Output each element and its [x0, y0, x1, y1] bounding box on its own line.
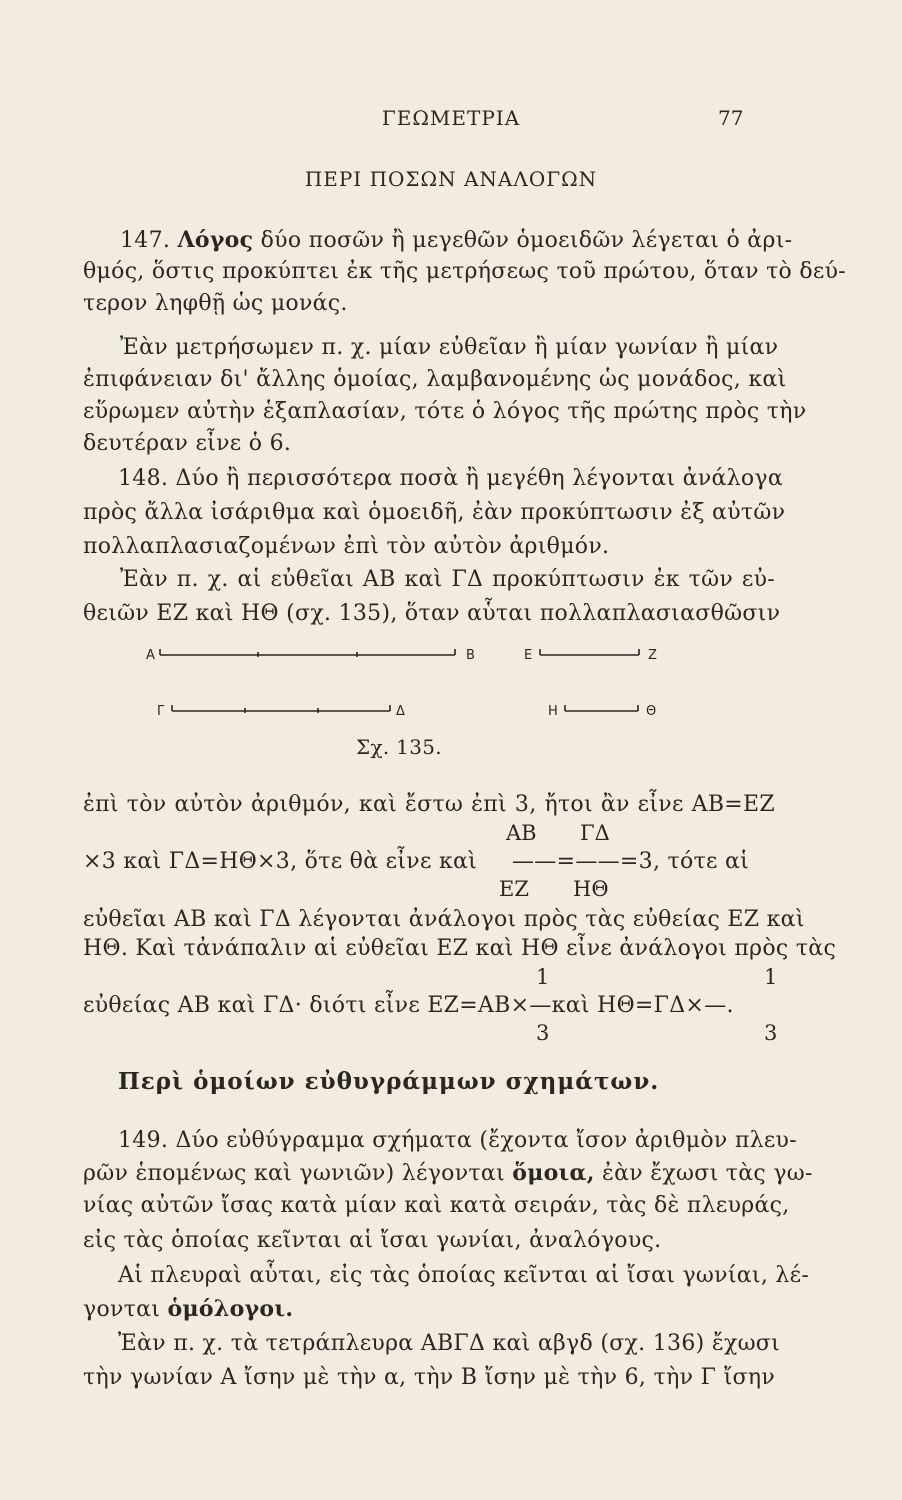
frac-top-gd: ΓΔ	[580, 821, 610, 845]
p149-line-1: 149. Δύο εὐθύγραμμα σχήματα (ἔχοντα ἴσον ἀριθμὸν πλευ-	[118, 1128, 797, 1153]
frac-three-2: 3	[764, 1021, 778, 1045]
page-number: 77	[718, 106, 744, 130]
p149-term-similar: ὅμοια,	[512, 1160, 595, 1186]
p147-line-1-rest: δύο ποσῶν ἢ μεγεθῶν ὁμοειδῶν λέγεται ὁ ἀρι-	[260, 228, 793, 253]
running-header-title: ΓΕΩΜΕΤΡΙΑ	[381, 106, 521, 130]
label-e: Ε	[524, 648, 533, 663]
p149-term-homologous: ὁμόλογοι.	[167, 1296, 294, 1322]
p147-number: 147.	[120, 228, 171, 253]
p148-line-5: θειῶν ΕΖ καὶ ΗΘ (σχ. 135), ὅταν αὗται πολλαπλασιασθῶσιν	[83, 601, 781, 626]
label-b: Β	[466, 648, 475, 663]
after-fig-line-4: ΗΘ. Καὶ τἀνάπαλιν αἱ εὐθεῖαι ΕΖ καὶ ΗΘ εἶνε ἀνάλογοι πρὸς τὰς	[83, 936, 837, 961]
p149-line-7: Ἐὰν π. χ. τὰ τετράπλευρα ΑΒΓΔ καὶ αβγδ (σχ. 136) ἔχωσι	[118, 1331, 781, 1356]
p147-line-3: τερον ληφθῇ ὡς μονάς.	[83, 291, 348, 316]
p149-line-2	[83, 1160, 813, 1187]
frac-bot-ez: ΕΖ	[499, 877, 529, 901]
label-g: Γ	[157, 704, 165, 719]
p149-line-6a: γονται	[83, 1297, 161, 1322]
after-fig-line-2a: ×3 καὶ ΓΔ=ΗΘ×3, ὅτε θὰ εἶνε καὶ	[83, 849, 478, 874]
p147-line-4: Ἐὰν μετρήσωμεν π. χ. μίαν εὐθεῖαν ἢ μίαν γωνίαν ἢ μίαν	[120, 335, 779, 360]
p149-line-5: Αἱ πλευραὶ αὗται, εἰς τὰς ὁποίας κεῖνται αἱ ἴσαι γωνίαι, λέ-	[118, 1263, 810, 1288]
label-a: Α	[146, 648, 155, 663]
p148-line-1: 148. Δύο ἢ περισσότερα ποσὰ ἢ μεγέθη λέγονται ἀνάλογα	[118, 466, 784, 491]
frac-one-2: 1	[764, 965, 778, 989]
frac-one-1: 1	[536, 965, 550, 989]
label-th: Θ	[646, 704, 657, 719]
p149-line-6	[83, 1296, 293, 1323]
section-title: ΠΕΡΙ ΠΟΣΩΝ ΑΝΑΛΟΓΩΝ	[304, 167, 598, 191]
p149-line-3: νίας αὐτῶν ἴσας κατὰ μίαν καὶ κατὰ σειράν, τὰς δὲ πλευράς,	[83, 1193, 790, 1218]
p149-line-8: τὴν γωνίαν Α ἴσην μὲ τὴν α, τὴν Β ἴσην μὲ τὴν 6, τὴν Γ ἴσην	[83, 1365, 775, 1390]
figure-caption: Σχ. 135.	[356, 735, 442, 759]
p147-line-5: ἐπιφάνειαν δι' ἄλλης ὁμοίας, λαμβανομένης ὡς μονάδος, καὶ	[83, 367, 787, 392]
label-z: Ζ	[648, 648, 657, 663]
p149-line-2a: ρῶν ἑπομένως καὶ γωνιῶν) λέγονται	[83, 1161, 505, 1186]
after-fig-line-1: ἐπὶ τὸν αὐτὸν ἀριθμόν, καὶ ἔστω ἐπὶ 3, ἤτοι ἂν εἶνε ΑΒ=ΕΖ	[83, 792, 775, 817]
p148-line-4: Ἐὰν π. χ. αἱ εὐθεῖαι ΑΒ καὶ ΓΔ προκύπτωσιν ἐκ τῶν εὐ-	[120, 567, 775, 592]
p149-line-2b: ἐὰν ἔχωσι τὰς γω-	[602, 1161, 813, 1186]
p149-line-4: εἰς τὰς ὁποίας κεῖνται αἱ ἴσαι γωνίαι, ἀναλόγους.	[83, 1228, 662, 1253]
after-fig-line-5: εὐθείας ΑΒ καὶ ΓΔ· διότι εἶνε ΕΖ=ΑΒ×—καὶ ΗΘ=ΓΔ×—.	[83, 993, 734, 1018]
p147-line-6: εὕρωμεν αὐτὴν ἑξαπλασίαν, τότε ὁ λόγος τῆς πρώτης πρὸς τὴν	[83, 399, 807, 424]
after-fig-line-2b: ——=——=3, τότε αἱ	[512, 849, 750, 874]
p148-line-2: πρὸς ἄλλα ἰσάριθμα καὶ ὁμοειδῆ, ἐὰν προκύπτωσιν ἐξ αὐτῶν	[83, 500, 786, 525]
p148-line-3: πολλαπλασιαζομένων ἐπὶ τὸν αὐτὸν ἀριθμόν.	[83, 534, 610, 559]
label-d: Δ	[396, 704, 405, 719]
section-heading: Περὶ ὁμοίων εὐθυγράμμων σχημάτων.	[118, 1068, 660, 1095]
frac-bot-hth: ΗΘ	[573, 877, 609, 901]
frac-three-1: 3	[536, 1021, 550, 1045]
p147-line-7: δευτέραν εἶνε ὁ 6.	[83, 431, 292, 456]
p147-term: Λόγος	[177, 227, 254, 253]
frac-top-ab: ΑΒ	[506, 821, 537, 845]
label-h: Η	[548, 704, 558, 719]
after-fig-line-3: εὐθεῖαι ΑΒ καὶ ΓΔ λέγονται ἀνάλογοι πρὸς τὰς εὐθείας ΕΖ καὶ	[83, 907, 805, 932]
p147-line-2: θμός, ὅστις προκύπτει ἐκ τῆς μετρήσεως τοῦ πρώτου, ὅταν τὸ δεύ-	[83, 259, 847, 284]
